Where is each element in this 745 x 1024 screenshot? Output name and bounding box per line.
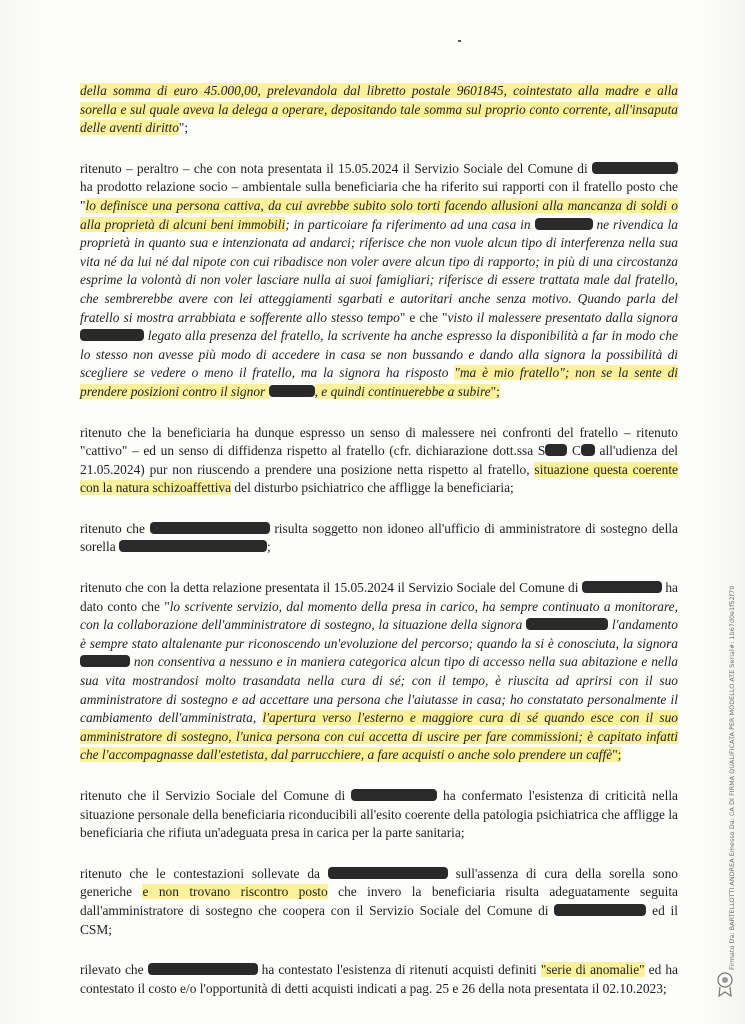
redaction-mark	[592, 162, 678, 174]
text-segment: all'udienza del 21.05.2024) pur non riuscendo a prendere una posizione netta rispetto al fratello,	[80, 443, 679, 477]
highlighted-text: "ma è mio fratello"; non se la sente di prendere posizioni contro il signor	[80, 365, 678, 399]
text-segment: ";	[178, 120, 189, 136]
highlighted-text: ";	[490, 383, 500, 399]
highlighted-text: "serie di anomalie"	[540, 962, 645, 978]
text-segment: ;	[267, 539, 271, 555]
text-segment: ; in particoiare fa riferimento ad una casa in	[285, 216, 535, 232]
redaction-mark	[545, 444, 567, 456]
scan-speck	[458, 40, 461, 42]
redaction-mark	[119, 540, 267, 552]
text-segment: ne rivendica la proprietà in quanto sua e intenzionata ad andarci; riferisce che non vuole alcun tipo di interferenza nella sua vita né da lui né dal nipote con cui ribadisce non voler avere alcun tipo di rapporto; in più di una circostanza esprime la volontà di non voler lasciare nulla ai suoi famigliari; riferisce di essere trattata male dal fratello, che sembrerebbe avere con lei atteggiamenti sgarbati e autoritari anche senza motivo. Quando parla del fratello si mostra arrabbiata e sofferente allo stesso tempo	[80, 216, 678, 325]
highlighted-text: ";	[612, 747, 622, 763]
text-segment: l'andamento è sempre stato altalenante pur riconoscendo un'evoluzione del percorso; quando la si è conosciuta, la signora	[80, 617, 678, 651]
paragraph-p8	[80, 961, 678, 998]
text-segment: rilevato che	[80, 962, 148, 978]
paragraph-p6	[80, 787, 678, 843]
text-segment: ritenuto che la beneficiaria ha dunque espresso un senso di malessere nei confronti del fratello – ritenuto "cattivo" – ed un senso di diffidenza rispetto al fratello (cfr. dichiarazione dott.ssa S	[80, 424, 678, 459]
redaction-mark	[351, 789, 437, 801]
text-segment: risulta soggetto non idoneo all'ufficio di amministratore di sostegno della sorella	[80, 520, 678, 555]
text-segment: ritenuto – peraltro – che con nota presentata il 15.05.2024 il Servizio Sociale del Comune di	[80, 160, 592, 176]
text-segment: che invero la beneficiaria risulta adeguatamente seguita dall'amministratore di sostegno che coopera con il Servizio Sociale del Comune di	[80, 884, 678, 918]
paragraph-p2	[80, 160, 678, 402]
redaction-mark	[581, 444, 595, 456]
text-segment: ha prodotto relazione socio – ambientale sulla beneficiaria che ha riferito sui rapporti con il fratello posto che "	[80, 179, 678, 213]
text-segment: ha dato conto che "	[80, 580, 678, 614]
redaction-mark	[148, 963, 258, 975]
redaction-mark	[582, 581, 662, 593]
text-segment: ha confermato l'esistenza di criticità nella situazione personale della beneficiaria riconducibili all'esito coerente della patologia psichiatrica che affligge la beneficiaria che rifiuta un'adeguata presa in carica per la parte sanitaria;	[80, 788, 678, 841]
highlighted-text: della somma di euro 45.000,00, prelevandola dal libretto postale 9601845, cointestato alla madre e alla sorella e sul quale aveva la delega a operare, depositando tale somma sul proprio conto corrente, all'insaputa delle aventi diritto	[80, 83, 678, 136]
text-segment: ed il CSM;	[80, 902, 679, 937]
text-segment: ha contestato l'esistenza di ritenuti acquisti definiti	[257, 962, 541, 978]
text-segment: lo scrivente servizio, dal momento della presa in carico, ha sempre continuato a monitorare, con la collaborazione dell'amministratore di sostegno, la situazione della signora	[80, 598, 678, 633]
text-segment: visto il malessere presentato dalla signora	[447, 309, 678, 325]
redaction-mark	[80, 655, 130, 667]
paragraph-p3	[80, 424, 678, 498]
highlighted-text: situazione questa coerente con la natura schizoaffettiva	[80, 461, 678, 496]
highlighted-text: , e quindi continuerebbe a subire	[314, 383, 491, 399]
text-segment: ed ha contestato il costo e/o l'opportunità di detti acquisti indicati a pag. 25 e 26 della nota presentata il 02.10.2023;	[80, 962, 679, 996]
text-segment: ritenuto che	[80, 520, 150, 536]
text-segment: C	[567, 443, 581, 459]
digital-signature-text: Firmato Da: BARTELLOTTI ANDREA Emesso Da: CA DI FIRMA QUALIFICATA PER MODELLO ATE Serial#: 1b67d0e1f52f79	[729, 585, 736, 970]
paragraph-p7	[80, 865, 678, 939]
redaction-mark	[150, 522, 270, 534]
highlighted-text: lo definisce una persona cattiva, da cui avrebbe subito solo torti facendo allusioni alla mancanza di soldi o alla proprietà di alcuni beni immobili	[80, 197, 678, 232]
text-segment: non consentiva a nessuno e in maniera categorica alcun tipo di accesso nella sua abitazione e nella sua vita mostrandosi molto trasandata nella cura di sé; con il tempo, è riuscita ad aprirsi con il suo amministratore di sostegno e ad accettare una persona che l'aiutasse in casa; ho constatato personalmente il cambiamento dell'amministrata,	[80, 654, 678, 726]
highlighted-text: e non trovano riscontro posto	[142, 884, 328, 900]
redaction-mark	[535, 218, 593, 230]
text-segment: " e che "	[399, 309, 448, 325]
text-segment: ritenuto che il Servizio Sociale del Comune di	[80, 788, 352, 803]
paragraph-p1	[80, 82, 678, 138]
highlighted-text: l'apertura verso l'esterno e maggiore cura di sé quando esce con il suo amministratore di sostegno, l'unica persona con cui accetta di uscire per fare commissioni; è capitato infatti che l'accompagnasse dall'estetista, dal parrucchiere, a fare acquisti o anche solo prendere un caffè	[80, 710, 679, 763]
redaction-mark	[328, 867, 448, 879]
document-body	[80, 82, 678, 1020]
digital-signature-stamp	[717, 470, 736, 970]
text-segment: ritenuto che le contestazioni sollevate da	[80, 865, 328, 881]
text-segment: del disturbo psichiatrico che affligge la beneficiaria;	[231, 480, 514, 496]
paragraph-p4	[80, 520, 678, 557]
redaction-mark	[526, 618, 608, 630]
seal-icon	[715, 970, 735, 998]
redaction-mark	[80, 329, 144, 341]
text-segment: legato alla presenza del fratello, la scrivente ha anche espresso la disponibilità a far in modo che lo stesso non avesse più modo di accedere in casa se non bussando e dando alla signora la possibilità di scegliere se vedere o meno il fratello, ma la signora ha risposto	[80, 328, 678, 381]
redaction-mark	[554, 904, 646, 916]
text-segment: sull'assenza di cura della sorella sono generiche	[80, 865, 678, 900]
text-segment: ritenuto che con la detta relazione presentata il 15.05.2024 il Servizio Sociale del Comune di	[80, 580, 582, 596]
redaction-mark	[269, 385, 315, 397]
paragraph-p5	[80, 579, 678, 765]
